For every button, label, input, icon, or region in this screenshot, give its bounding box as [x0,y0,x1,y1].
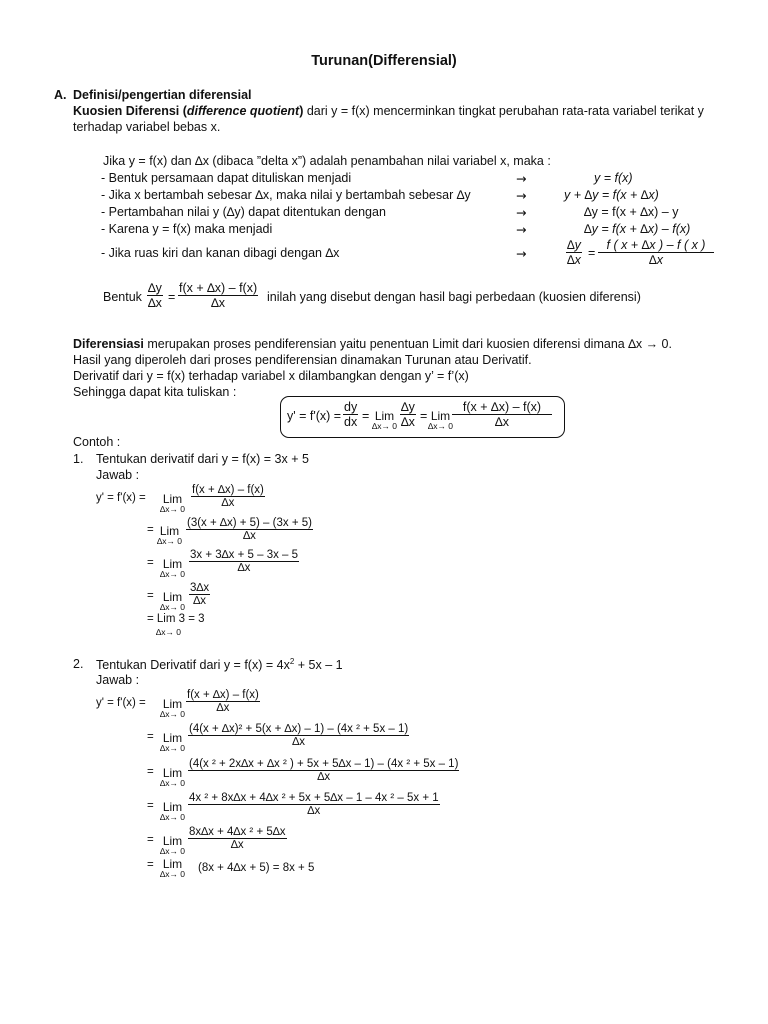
lim-subscript: ∆x→ 0 [428,421,454,431]
arrow-icon: → [516,171,527,186]
equals-sign: = [147,590,154,602]
lim-text: Lim [374,409,395,423]
lim-operator [160,731,185,753]
lim-subscript: ∆x→ 0 [160,569,186,579]
example-1-number: 1. [73,452,84,466]
diferensiasi-rest: merupakan proses pendiferensian yaitu penentuan Limit dari kuosien diferensi dimana ∆x → 0. [143,337,672,351]
example-1-result: = Lim 3 = 3 [147,613,205,625]
example-1-jawab: Jawab : [96,468,140,482]
fraction-denominator: ∆x [211,296,226,310]
fraction-denominator: ∆x [567,253,581,267]
lim-subscript: ∆x→ 0 [157,536,183,546]
example-2-step-2 [188,723,409,748]
formula-f-fraction [452,400,552,429]
result-4: ∆y = f(x + ∆x) – f(x) [584,222,691,236]
lim-text: Lim [162,857,183,871]
lim-text: Lim [162,557,183,571]
lim-subscript: ∆x→ 0 [160,709,186,719]
formula-delta-fraction [400,400,416,429]
lim-subscript: ∆x→ 0 [160,812,186,822]
equals-sign: = [147,557,154,569]
fraction-denominator: ∆x [495,415,509,429]
fraction-numerator: f(x + ∆x) – f(x) [179,281,258,295]
fraction-numerator: f(x + ∆x) – f(x) [452,400,552,415]
equals-sign: = [147,766,154,778]
example-2-post: + 5x – 1 [294,658,343,673]
lim-text: Lim [430,409,451,423]
bentuk-label: Bentuk [103,290,142,304]
fraction-numerator: dy [344,400,358,414]
lim-subscript: ∆x→ 0 [160,504,186,514]
fraction-numerator: (4(x ² + 2x∆x + ∆x ² ) + 5x + 5∆x – 1) – (4x ² + 5x – 1) [189,758,459,770]
bentuk-text: inilah yang disebut dengan hasil bagi perbedaan (kuosien diferensi) [267,290,641,304]
fraction-denominator: ∆x [317,771,331,783]
fraction-numerator: ∆y [567,238,581,252]
example-1-step-2 [186,517,313,542]
bullet-2: - Jika x bertambah sebesar ∆x, maka nilai y bertambah sebesar ∆y [101,188,471,202]
fraction-numerator: 3x + 3∆x + 5 – 3x – 5 [190,549,299,561]
lim-operator [160,766,185,788]
section-label: A. [54,88,67,102]
fraction-numerator: f ( x + ∆x ) – f ( x ) [598,238,714,253]
diferensiasi-line3: Derivatif dari y = f(x) terhadap variabel x dilambangkan dengan y’ = f’(x) [73,369,469,383]
lim-operator [160,834,185,856]
section-heading: Definisi/pengertian diferensial [73,88,252,102]
example-1-lhs: y' = f'(x) = [96,492,146,504]
lim-text: Lim [162,766,183,780]
lim-subscript: ∆x→ 0 [160,846,186,856]
contoh-label: Contoh : [73,435,121,449]
example-2-pre: Tentukan Derivatif dari y = f(x) = 4x [96,658,290,673]
lim-text: Lim [162,834,183,848]
kuosien-line2: terhadap variabel bebas x. [73,120,221,134]
lim-operator [160,800,185,822]
fraction-denominator: ∆x [292,736,305,748]
fraction-numerator: 8x∆x + 4∆x ² + 5∆x [189,826,286,838]
diferensiasi-line2: Hasil yang diperoleh dari proses pendiferensian dinamakan Turunan atau Derivatif. [73,353,532,367]
fraction-denominator: ∆x [401,415,415,429]
lim-subscript: ∆x→ 0 [372,421,398,431]
lim-text: Lim [162,590,183,604]
fraction-numerator: (3(x + ∆x) + 5) – (3x + 5) [187,517,312,529]
equals-sign: = [147,834,154,846]
kuosien-paragraph [73,104,704,118]
equals-sign: = [362,409,370,423]
diferensiasi-term: Diferensiasi [73,337,144,351]
lim-operator [160,697,185,719]
fraction-denominator: ∆x [237,562,251,574]
result-5-left-fraction [566,238,582,267]
fraction-denominator: ∆x [216,702,230,714]
equals-sign: = [147,524,154,536]
fraction-denominator: dx [344,415,358,429]
fraction-numerator: 3∆x [190,582,210,594]
example-2-question [96,657,343,672]
example-2-step-5 [188,826,287,851]
bentuk-fraction-2 [178,281,258,310]
lim-operator [160,492,185,514]
lim-subscript: ∆x→ 0 [160,869,186,879]
example-2-jawab: Jawab : [96,673,140,687]
kuosien-term: Kuosien Diferensi ( [73,104,187,118]
arrow-icon: → [516,188,527,203]
fraction-denominator: ∆x [193,595,206,607]
fraction-denominator: ∆x [243,530,256,542]
fraction-denominator: ∆x [148,296,162,310]
kuosien-rest: dari y = f(x) mencerminkan tingkat perubahan rata-rata variabel terikat y [303,104,704,118]
example-2-step-4 [188,792,440,817]
bullet-5: - Jika ruas kiri dan kanan dibagi dengan ∆x [101,246,340,260]
bullet-4: - Karena y = f(x) maka menjadi [101,222,273,236]
example-2-number: 2. [73,657,84,671]
equals-sign: = [420,409,428,423]
fraction-numerator: (4(x + ∆x)² + 5(x + ∆x) – 1) – (4x ² + 5x – 1) [189,723,409,735]
equals-sign: = [147,800,154,812]
example-1-question: Tentukan derivatif dari y = f(x) = 3x + 5 [96,452,309,466]
example-1-step-4 [189,582,210,607]
bentuk-fraction-1 [147,281,163,310]
diferensiasi-line4: Sehingga dapat kita tuliskan : [73,385,237,399]
example-2-lhs: y' = f'(x) = [96,697,146,709]
kuosien-italic: difference quotient [186,104,300,118]
lim-operator [157,524,182,546]
page-title: Turunan(Differensial) [311,53,457,69]
fraction-denominator: ∆x [230,839,244,851]
lim-text: Lim [162,800,183,814]
kuosien-close: ) [299,104,304,118]
lim-subscript: ∆x→ 0 [160,743,186,753]
arrow-icon: → [516,205,527,220]
fraction-denominator: ∆x [307,805,321,817]
bullet-1: - Bentuk persamaan dapat dituliskan menjadi [101,171,352,185]
lim-text: Lim [162,697,183,711]
lim-subscript: ∆x→ 0 [160,778,186,788]
lim-operator [160,857,185,879]
diferensiasi-line1 [73,337,672,351]
fraction-numerator: f(x + ∆x) – f(x) [187,689,259,701]
result-2: y + ∆y = f(x + ∆x) [564,188,659,202]
formula-lhs: y' = f'(x) = [287,409,342,423]
arrow-icon: → [516,246,527,261]
bullet-3: - Pertambahan nilai y (∆y) dapat ditentukan dengan [101,205,386,219]
equals-sign: = [147,731,154,743]
jika-intro: Jika y = f(x) dan ∆x (dibaca ”delta x”) adalah penambahan nilai variabel x, maka : [103,154,551,168]
example-2-step-1 [186,689,260,714]
lim-operator [160,557,185,579]
lim-operator [160,590,185,612]
example-2-step-3 [188,758,459,783]
example-1-step-3 [189,549,299,574]
example-2-sup: 2 [289,657,295,666]
fraction-numerator: 4x ² + 8x∆x + 4∆x ² + 5x + 5∆x – 1 – 4x ² – 5x + 1 [189,792,439,804]
lim-text: Lim [162,492,183,506]
formula-lim-2 [428,409,453,431]
result-5-right-fraction [598,238,714,267]
fraction-denominator: ∆x [221,497,235,509]
fraction-numerator: ∆y [401,400,415,414]
lim-subscript: ∆x→ 0 [156,627,182,637]
formula-dydx [343,400,358,429]
formula-lim-1 [372,409,397,431]
arrow-icon: → [516,222,527,237]
fraction-numerator: f(x + ∆x) – f(x) [192,484,264,496]
result-3: ∆y = f(x + ∆x) – y [584,205,679,219]
equals-sign: = [588,246,596,260]
fraction-denominator: ∆x [649,253,663,267]
fraction-numerator: ∆y [148,281,162,295]
lim-text: Lim [159,524,180,538]
equals-sign: = [168,290,176,304]
example-2-result: (8x + 4∆x + 5) = 8x + 5 [198,862,315,874]
equals-sign: = [147,859,154,871]
lim-text: Lim [162,731,183,745]
lim-subscript: ∆x→ 0 [160,602,186,612]
result-1: y = f(x) [594,171,633,185]
example-1-step-1 [191,484,265,509]
